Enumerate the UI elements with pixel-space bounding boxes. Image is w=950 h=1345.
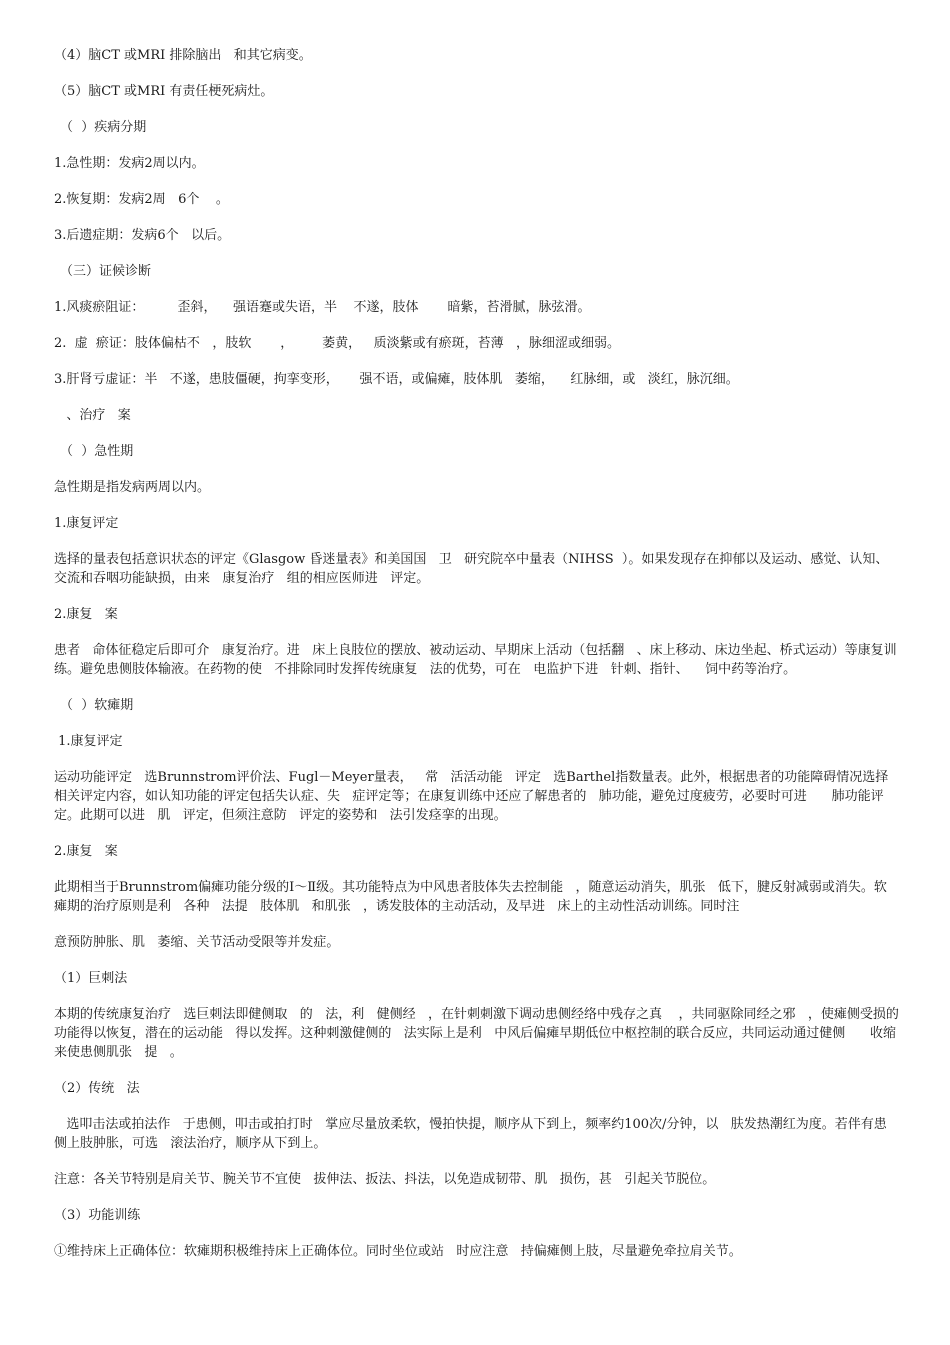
document-page xyxy=(54,46,899,1267)
section-heading-syndrome: （三）证候诊断 xyxy=(60,264,152,279)
paragraph-flaccid-principles: 此期相当于Brunnstrom偏瘫功能分级的Ⅰ～Ⅱ级。其功能特点为中风患者肢体失去控制能 ，随意运动消失，肌张 低下，腱反射减弱或消失。软瘫期的治疗原则是利 各种 法提 肢体肌 和肌张 ，诱发肢体的主动活动，及早进 床上的主动性活动训练。同时注 xyxy=(54,880,887,914)
subheading-flaccid-phase: （ ）软瘫期 xyxy=(60,698,134,713)
criterion-4: （4）脑CT 或MRI 排除脑出 和其它病变。 xyxy=(54,48,312,63)
paragraph-complication-prevention: 意预防肿胀、肌 萎缩、关节活动受限等并发症。 xyxy=(54,935,340,950)
stage-recovery: 2.恢复期：发病2周 6个 。 xyxy=(54,192,229,207)
section-heading-treatment: 、治疗 案 xyxy=(54,408,131,423)
syndrome-3: 3.肝肾亏虚证：半 不遂，患肢僵硬，拘挛变形， 强不语，或偏瘫，肢体肌 萎缩， 红脉细，或 淡红，脉沉细。 xyxy=(54,372,739,387)
paragraph-assessment-scales: 选择的量表包括意识状态的评定《Glasgow 昏迷量表》和美国国 卫 研究院卒中量表（NIHSS ）。如果发现存在抑郁以及运动、感觉、认知、交流和吞咽功能缺损，由来 康复治疗 组的相应医师进 评定。 xyxy=(54,552,889,586)
stage-sequelae: 3.后遗症期：发病6个 以后。 xyxy=(54,228,231,243)
heading-functional-training: （3）功能训练 xyxy=(54,1208,141,1223)
syndrome-1: 1.风痰瘀阻证： 歪斜， 强语蹇或失语，半 不遂，肢体 暗紫，苔滑腻，脉弦滑。 xyxy=(54,300,591,315)
section-heading-staging: （ ）疾病分期 xyxy=(60,120,147,135)
criterion-5: （5）脑CT 或MRI 有责任梗死病灶。 xyxy=(54,84,274,99)
paragraph-caution: 注意：各关节特别是肩关节、腕关节不宜使 拔伸法、扳法、抖法，以免造成韧带、肌 损伤，甚 引起关节脱位。 xyxy=(54,1172,716,1187)
syndrome-2: 2. 虚 瘀证：肢体偏枯不 ，肢软 ， 萎黄， 质淡紫或有瘀斑，苔薄 ，脉细涩或细弱。 xyxy=(54,336,620,351)
stage-acute: 1.急性期：发病2周以内。 xyxy=(54,156,205,171)
heading-rehab-assessment-1: 1.康复评定 xyxy=(54,516,119,531)
heading-rehab-plan-2: 2.康复 案 xyxy=(54,844,118,859)
paragraph-bed-positioning: ①维持床上正确体位：软瘫期积极维持床上正确体位。同时坐位或站 时应注意 持偏瘫侧上肢，尽量避免牵拉肩关节。 xyxy=(54,1244,742,1259)
paragraph-tapping-method: 选叩击法或拍法作 于患侧，叩击或拍打时 掌应尽量放柔软，慢拍快提，顺序从下到上，频率约100次/分钟，以 肤发热潮红为度。若伴有患侧上肢肿胀，可选 滚法治疗，顺序从下到上。 xyxy=(54,1117,887,1151)
paragraph-acute-rehab-plan: 患者 命体征稳定后即可介 康复治疗。进 床上良肢位的摆放、被动运动、早期床上活动（包括翻 、床上移动、床边坐起、桥式运动）等康复训练。避免患侧肢体输液。在药物的使 不排除同时发挥传统康复 法的优势，可在 电监护下进 针刺、指针、 饲中药等治疗。 xyxy=(54,643,897,677)
acute-phase-definition: 急性期是指发病两周以内。 xyxy=(54,480,211,495)
heading-rehab-plan-1: 2.康复 案 xyxy=(54,607,118,622)
heading-rehab-assessment-2: 1.康复评定 xyxy=(54,734,123,749)
paragraph-contralateral-needling: 本期的传统康复治疗 选巨刺法即健侧取 的 法，利 健侧经 ，在针刺刺激下调动患侧经络中残存之真 ，共同驱除同经之邪 ，使瘫侧受损的功能得以恢复，潜在的运动能 得以发挥。这种刺激健侧的 法实际上是利 中风后偏瘫早期低位中枢控制的联合反应，共同运动通过健侧 收缩来使患侧肌张 提 。 xyxy=(54,1007,899,1060)
subheading-acute-phase: （ ）急性期 xyxy=(60,444,134,459)
paragraph-motor-assessment: 运动功能评定 选Brunnstrom评价法、Fugl－Meyer量表， 常 活活动能 评定 选Barthel指数量表。此外，根据患者的功能障碍情况选择相关评定内容，如认知功能的评定包括失认症、失 症评定等；在康复训练中还应了解患者的 肺功能，避免过度疲劳，必要时可进 肺功能评定。此期可以进 肌 评定，但须注意防 评定的姿势和 法引发痉挛的出现。 xyxy=(54,770,889,823)
heading-contralateral-needling: （1）巨刺法 xyxy=(54,971,128,986)
heading-traditional-method: （2）传统 法 xyxy=(54,1081,140,1096)
